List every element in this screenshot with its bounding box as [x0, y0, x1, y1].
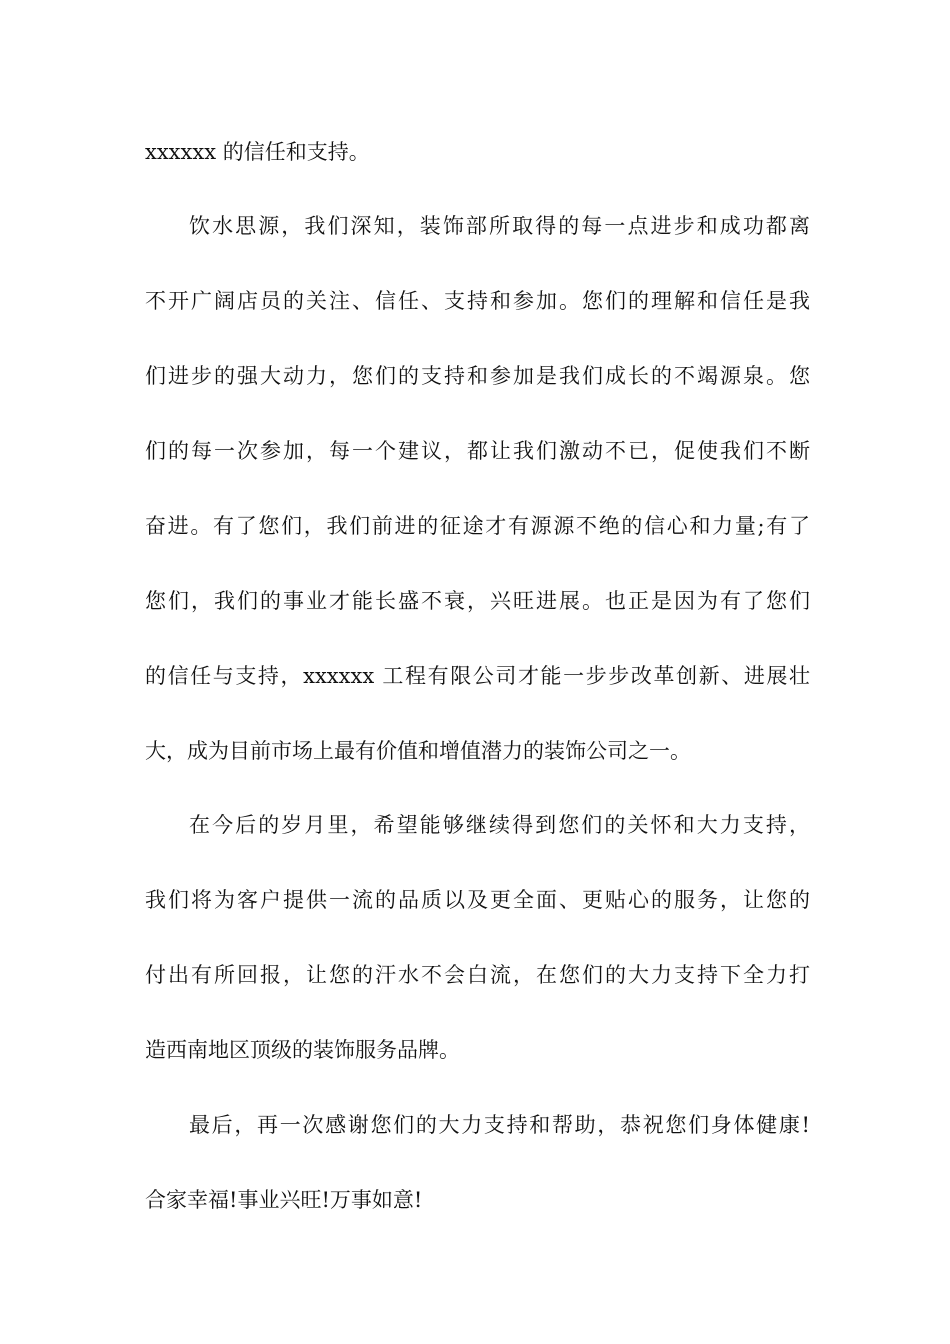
paragraph-2-line-4: 们的每一次参加，每一个建议，都让我们激动不已，促使我们不断: [145, 439, 810, 463]
paragraph-2-line-6: 您们，我们的事业才能长盛不衰，兴旺进展。也正是因为有了您们: [145, 589, 810, 613]
paragraph-3-line-2: 我们将为客户提供一流的品质以及更全面、更贴心的服务，让您的: [145, 888, 810, 912]
paragraph-2-line-8: 大，成为目前市场上最有价值和增值潜力的装饰公司之一。: [145, 739, 691, 763]
paragraph-2-line-3: 们进步的强大动力，您们的支持和参加是我们成长的不竭源泉。您: [145, 364, 810, 388]
paragraph-3-line-4: 造西南地区顶级的装饰服务品牌。: [145, 1038, 460, 1062]
paragraph-2-line-5: 奋进。有了您们，我们前进的征途才有源源不绝的信心和力量;有了: [145, 514, 810, 538]
paragraph-2-line-7: 的信任与支持，xxxxxx 工程有限公司才能一步步改革创新、进展壮: [145, 664, 810, 688]
paragraph-3-line-3: 付出有所回报，让您的汗水不会白流，在您们的大力支持下全力打: [145, 963, 810, 987]
paragraph-4-line-1: 最后，再一次感谢您们的大力支持和帮助，恭祝您们身体健康!: [189, 1113, 810, 1137]
paragraph-4-line-2: 合家幸福!事业兴旺!万事如意!: [145, 1188, 423, 1212]
paragraph-2-line-1: 饮水思源，我们深知，装饰部所取得的每一点进步和成功都离: [189, 214, 810, 238]
paragraph-2-line-2: 不开广阔店员的关注、信任、支持和参加。您们的理解和信任是我: [145, 289, 810, 313]
text-line-1: xxxxxx 的信任和支持。: [145, 140, 370, 164]
paragraph-3-line-1: 在今后的岁月里，希望能够继续得到您们的关怀和大力支持，: [189, 813, 810, 837]
